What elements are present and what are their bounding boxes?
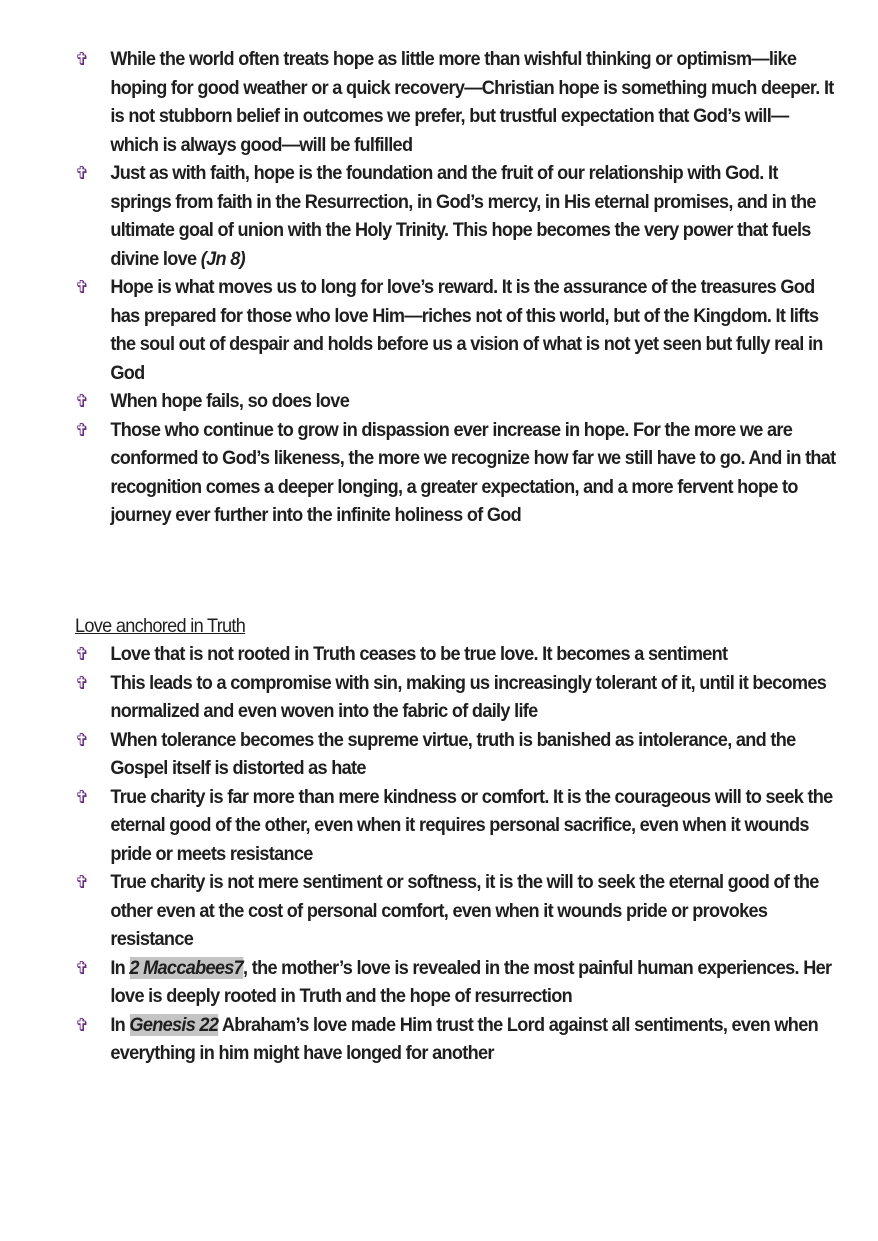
- list-item-text: Love that is not rooted in Truth ceases to be true love. It becomes a sentiment: [110, 643, 728, 665]
- list-item-text: When hope fails, so does love: [110, 390, 350, 412]
- cross-bullet-icon: ✞: [75, 391, 89, 411]
- cross-bullet-icon: ✞: [75, 786, 89, 807]
- highlighted-scripture-reference: Genesis 22: [129, 1013, 219, 1036]
- cross-bullet-icon: ✞: [75, 872, 89, 892]
- list-item: [75, 416, 836, 530]
- list-item-text: , the mother’s love is revealed in the most painful human experiences. Her love is deeply rooted in Truth and the hope of resurrection: [110, 956, 832, 1007]
- list-item: [75, 783, 836, 869]
- list-item: [75, 726, 836, 783]
- cross-bullet-icon: ✞: [75, 163, 89, 183]
- list-item-text: Hope is what moves us to long for love’s reward. It is the assurance of the treasures God has prepared for those who love Him—riches not of this world, but of the Kingdom. It lifts the soul out of despair and holds before us a vision of what is not yet seen but fully real in God: [110, 276, 823, 384]
- list-item-text: When tolerance becomes the supreme virtue, truth is banished as intolerance, and the Gospel itself is distorted as hate: [110, 728, 796, 779]
- list-item: [75, 669, 836, 726]
- list-item: [75, 640, 836, 669]
- list-item: [75, 387, 836, 416]
- list-item-text: Just as with faith, hope is the foundation and the fruit of our relationship with God. It springs from faith in the Resurrection, in God’s mercy, in His eternal promises, and in the ultimate goal of union with the Holy Trinity. This hope becomes the very power that fuels divine love: [110, 162, 816, 270]
- cross-bullet-icon: ✞: [75, 49, 89, 69]
- list-item: [75, 159, 836, 273]
- list-item-prefix: In: [110, 1013, 130, 1036]
- list-item-text: This leads to a compromise with sin, making us increasingly tolerant of it, until it becomes normalized and even woven into the fabric of daily life: [110, 671, 827, 722]
- list-item-text: While the world often treats hope as little more than wishful thinking or optimism—like hoping for good weather or a quick recovery—Christian hope is something much deeper. It is not stubborn belief in outcomes we prefer, but trustful expectation that God’s will—which is always good—will be fulfilled: [110, 48, 834, 156]
- cross-bullet-icon: ✞: [75, 277, 89, 297]
- cross-bullet-icon: ✞: [75, 419, 89, 440]
- love-truth-bullet-list: [75, 640, 833, 1068]
- cross-bullet-icon: ✞: [75, 957, 89, 978]
- list-item-text: Abraham’s love made Him trust the Lord against all sentiments, even when everything in him might have longed for another: [110, 1013, 818, 1064]
- list-item-prefix: In: [110, 956, 130, 979]
- cross-bullet-icon: ✞: [75, 644, 89, 664]
- section-heading: Love anchored in Truth: [75, 615, 246, 637]
- hope-bullet-list: [75, 45, 836, 530]
- list-item: [75, 273, 836, 387]
- cross-bullet-icon: ✞: [75, 729, 89, 750]
- list-item-text: True charity is far more than mere kindness or comfort. It is the courageous will to seek the eternal good of the other, even when it requires personal sacrifice, even when it wounds pride or meets resistance: [110, 785, 833, 865]
- cross-bullet-icon: ✞: [75, 672, 89, 693]
- scripture-reference: (Jn 8): [200, 247, 245, 270]
- list-item: [75, 954, 836, 1011]
- list-item: [75, 1011, 836, 1068]
- highlighted-scripture-reference: 2 Maccabees7: [129, 956, 244, 979]
- list-item: [75, 45, 836, 159]
- list-item-text: Those who continue to grow in dispassion ever increase in hope. For the more we are conformed to God’s likeness, the more we recognize how far we still have to go. And in that recognition comes a deeper longing, a greater expectation, and a more fervent hope to journey ever further into the infinite holiness of God: [110, 418, 836, 526]
- list-item-text: True charity is not mere sentiment or softness, it is the will to seek the eternal good of the other even at the cost of personal comfort, even when it wounds pride or provokes resistance: [110, 871, 819, 950]
- cross-bullet-icon: ✞: [75, 1014, 89, 1035]
- list-item: [75, 868, 836, 954]
